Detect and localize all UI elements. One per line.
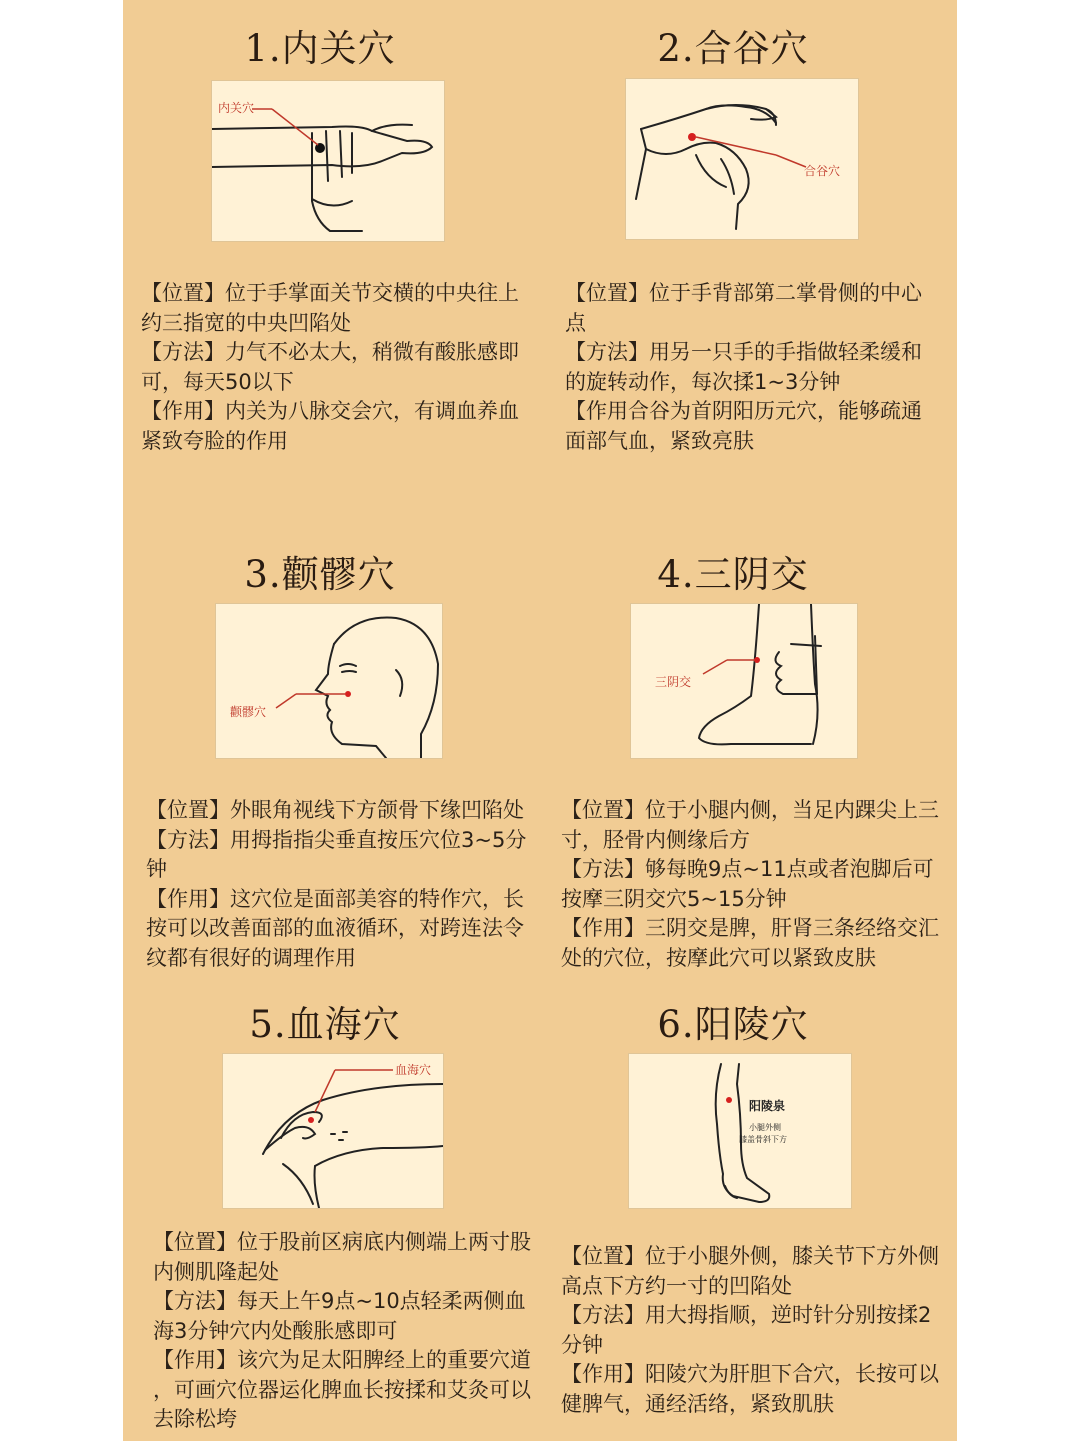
hand-back-icon — [626, 79, 858, 239]
wrist-hand-icon — [212, 81, 444, 241]
face-profile-icon — [216, 604, 442, 758]
ankle-leg-icon — [631, 604, 857, 758]
card-2-description — [565, 279, 945, 456]
card-4-point-label: 三阴交 — [655, 675, 692, 689]
text-line: 点 — [565, 310, 586, 335]
card-2-point-label: 合谷穴 — [804, 164, 841, 178]
card-2-title: 2.合谷穴 — [657, 27, 809, 70]
knee-thigh-icon — [223, 1054, 443, 1208]
text-line: 分钟 — [561, 1332, 603, 1357]
text-line: 高点下方约一寸的凹陷处 — [561, 1273, 792, 1298]
text-line: 【方法】力气不必太大，稍微有酸胀感即 — [141, 340, 519, 364]
text-line: 纹都有很好的调理作用 — [146, 945, 356, 970]
text-line: 【作用】内关为八脉交会穴，有调血养血 — [141, 399, 519, 423]
text-line: 面部气血，紧致亮肤 — [565, 428, 754, 453]
card-6-illustration — [628, 1053, 852, 1209]
text-line: 钟 — [146, 857, 167, 881]
card-5-description — [153, 1228, 543, 1435]
lower-leg-icon — [629, 1054, 851, 1208]
text-line: 【位置】位于手掌面关节交横的中央往上 — [141, 281, 519, 305]
text-line: 按摩三阴交穴5~15分钟 — [561, 886, 787, 911]
text-line: 约三指宽的中央凹陷处 — [141, 310, 351, 335]
text-line: ，可画穴位器运化脾血长按揉和艾灸可以 — [153, 1377, 531, 1402]
text-line: 内侧肌隆起处 — [153, 1259, 279, 1284]
card-6-point-label: 阳陵泉 — [749, 1099, 786, 1113]
text-line: 【方法】用另一只手的手指做轻柔缓和 — [565, 340, 922, 364]
card-1-description — [141, 279, 541, 456]
text-line: 紧致夸脸的作用 — [141, 428, 288, 453]
card-5-illustration — [222, 1053, 444, 1209]
text-line: 【方法】够每晚9点~11点或者泡脚后可 — [561, 857, 934, 881]
text-line: 【方法】每天上午9点~10点轻柔两侧血 — [153, 1289, 526, 1313]
card-6-description — [561, 1242, 951, 1419]
card-1-point-label: 内关穴 — [218, 101, 255, 115]
text-line: 【方法】用拇指指尖垂直按压穴位3~5分 — [146, 827, 527, 852]
text-line: 【作用】这穴位是面部美容的特作穴，长 — [146, 886, 524, 911]
card-5-point-label: 血海穴 — [395, 1063, 432, 1077]
card-5-title: 5.血海穴 — [249, 1003, 401, 1046]
text-line: 【位置】位于小腿外侧，膝关节下方外侧 — [561, 1244, 939, 1268]
text-line: 可，每天50以下 — [141, 369, 294, 394]
text-line: 处的穴位，按摩此穴可以紧致皮肤 — [561, 945, 876, 970]
card-4-title: 4.三阴交 — [657, 553, 809, 596]
text-line: 的旋转动作，每次揉1~3分钟 — [565, 369, 841, 394]
card-3-description — [146, 796, 536, 973]
text-line: 寸，胫骨内侧缘后方 — [561, 827, 750, 852]
card-3-point-label: 颧髎穴 — [230, 705, 267, 719]
card-6-title: 6.阳陵穴 — [657, 1003, 809, 1046]
text-line: 【位置】位于股前区病底内侧端上两寸股 — [153, 1230, 531, 1254]
card-3-illustration — [215, 603, 443, 759]
card-6-sublabel-1: 小腿外侧 — [749, 1123, 781, 1132]
text-line: 按可以改善面部的血液循环，对跨连法令 — [146, 916, 524, 940]
text-line: 【位置】外眼角视线下方颌骨下缘凹陷处 — [146, 798, 524, 822]
text-line: 【作用】阳陵穴为肝胆下合穴，长按可以 — [561, 1362, 939, 1386]
card-4-illustration — [630, 603, 858, 759]
text-line: 海3分钟穴内处酸胀感即可 — [153, 1318, 398, 1343]
card-3-title: 3.颧髎穴 — [244, 553, 396, 596]
card-6-sublabel-2: 膝盖骨斜下方 — [739, 1135, 787, 1144]
text-line: 【方法】用大拇指顺，逆时针分别按揉2 — [561, 1303, 932, 1327]
text-line: 【位置】位于小腿内侧，当足内踝尖上三 — [561, 798, 939, 822]
card-1-title: 1.内关穴 — [244, 27, 396, 70]
text-line: 【作用】三阴交是脾，肝肾三条经络交汇 — [561, 916, 939, 940]
text-line: 【作用】该穴为足太阳脾经上的重要穴道 — [153, 1348, 531, 1372]
card-1-illustration — [211, 80, 445, 242]
text-line: 【作用合谷为首阴阳历元穴，能够疏通 — [565, 399, 922, 423]
text-line: 【位置】位于手背部第二掌骨侧的中心 — [565, 281, 922, 305]
text-line: 健脾气，通经活络，紧致肌肤 — [561, 1391, 834, 1416]
card-2-illustration — [625, 78, 859, 240]
text-line: 去除松垮 — [153, 1407, 237, 1431]
card-4-description — [561, 796, 951, 973]
